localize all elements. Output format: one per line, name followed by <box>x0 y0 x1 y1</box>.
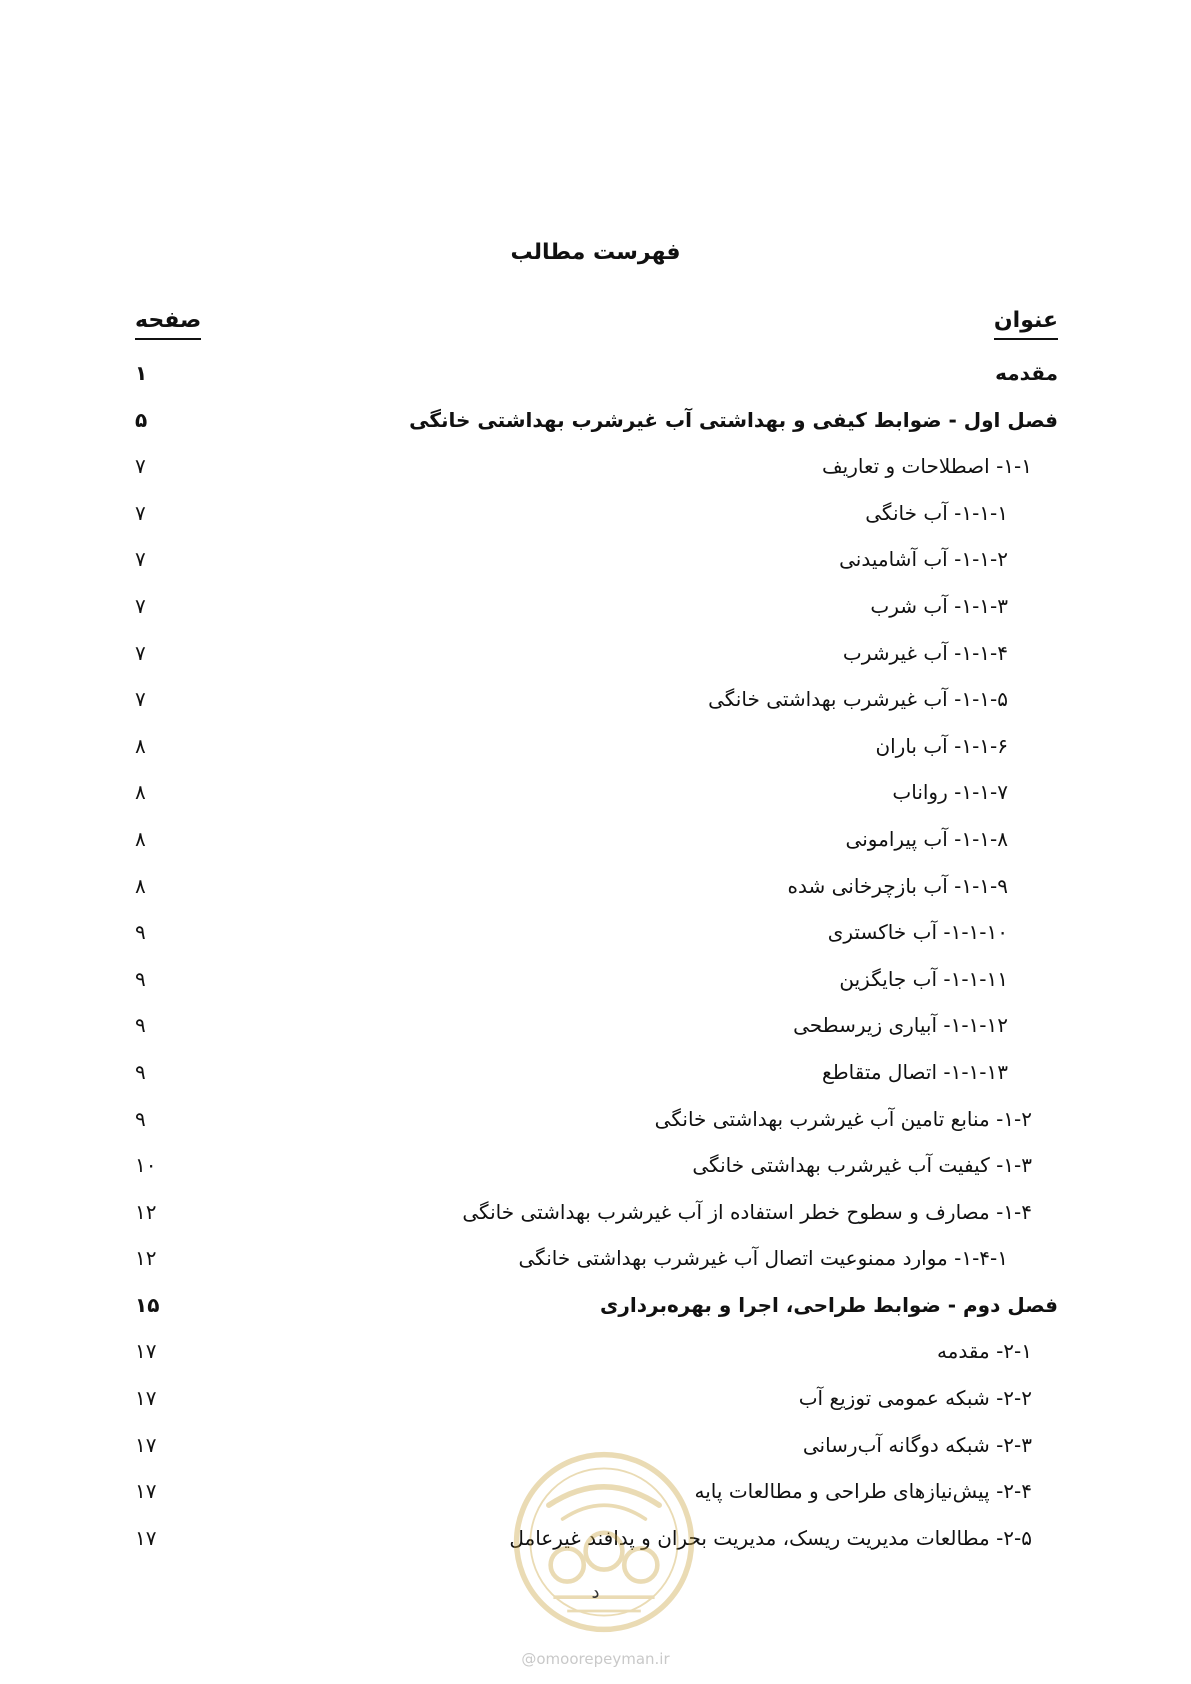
toc-entry-page: ۷ <box>135 547 146 572</box>
toc-entry-page: ۱۵ <box>135 1292 160 1317</box>
toc-entry-title: ۱-۱-۴- آب غیرشرب <box>842 640 1008 665</box>
toc-entry-page: ۱۷ <box>135 1432 157 1457</box>
toc-entry-title: ۲-۱- مقدمه <box>936 1339 1032 1364</box>
toc-row <box>0 818 1191 865</box>
toc-entry-title: ۲-۴- پیش‌نیازهای طراحی و مطالعات پایه <box>694 1479 1032 1504</box>
toc-entry-page: ۸ <box>135 826 146 851</box>
toc-entry-page: ۱۷ <box>135 1386 157 1411</box>
toc-row <box>0 399 1191 446</box>
toc-entry-title: مقدمه <box>995 361 1058 385</box>
toc-row <box>0 1237 1191 1284</box>
toc-entry-page: ۱۷ <box>135 1479 157 1504</box>
toc-row <box>0 678 1191 725</box>
toc-row <box>0 1051 1191 1098</box>
toc-entry-page: ۱۷ <box>135 1339 157 1364</box>
toc-row <box>0 585 1191 632</box>
toc-row <box>0 632 1191 679</box>
watermark-seal <box>512 1450 696 1634</box>
toc-entry-page: ۹ <box>135 966 146 991</box>
toc-entry-page: ۱۲ <box>135 1199 157 1224</box>
toc-entry-title: فصل اول - ضوابط کیفی و بهداشتی آب غیرشرب بهداشتی خانگی <box>409 407 1058 432</box>
toc-entry-page: ۵ <box>135 407 148 432</box>
toc-row <box>0 538 1191 585</box>
toc-entry-title: ۱-۱-۱۱- آب جایگزین <box>839 966 1008 991</box>
toc-entry-title: ۱-۱- اصطلاحات و تعاریف <box>821 454 1032 479</box>
toc-entry-page: ۱۷ <box>135 1525 157 1550</box>
toc-entry-page: ۱۰ <box>135 1153 157 1178</box>
toc-row <box>0 352 1191 399</box>
toc-row <box>0 958 1191 1005</box>
toc-row <box>0 492 1191 539</box>
table-of-contents <box>0 352 1191 1563</box>
toc-entry-title: ۱-۱-۱۲- آبیاری زیرسطحی <box>793 1013 1008 1038</box>
toc-entry-page: ۷ <box>135 500 146 525</box>
toc-entry-page: ۸ <box>135 733 146 758</box>
toc-entry-title: ۱-۱-۱۰- آب خاکستری <box>827 920 1008 945</box>
toc-entry-page: ۸ <box>135 873 146 898</box>
toc-entry-page: ۷ <box>135 687 146 712</box>
toc-row <box>0 1098 1191 1145</box>
toc-entry-title: ۱-۱-۱- آب خانگی <box>865 500 1008 525</box>
toc-entry-page: ۸ <box>135 780 146 805</box>
toc-entry-page: ۹ <box>135 1059 146 1084</box>
toc-entry-title: ۱-۱-۵- آب غیرشرب بهداشتی خانگی <box>708 687 1008 712</box>
column-header-page: صفحه <box>135 306 201 340</box>
toc-entry-title: ۲-۵- مطالعات مدیریت ریسک، مدیریت بحران و پدافند غیرعامل <box>509 1525 1032 1550</box>
toc-entry-page: ۷ <box>135 593 146 618</box>
toc-row <box>0 1284 1191 1331</box>
toc-entry-title: ۱-۴-۱- موارد ممنوعیت اتصال آب غیرشرب بهداشتی خانگی <box>518 1246 1008 1271</box>
toc-row <box>0 911 1191 958</box>
toc-row <box>0 771 1191 818</box>
toc-entry-title: ۱-۲- منابع تامین آب غیرشرب بهداشتی خانگی <box>654 1106 1032 1131</box>
toc-row <box>0 865 1191 912</box>
toc-row <box>0 1377 1191 1424</box>
toc-entry-title: ۱-۱-۶- آب باران <box>875 733 1008 758</box>
page-number: د <box>591 1582 600 1603</box>
toc-entry-page: ۱۲ <box>135 1246 157 1271</box>
toc-entry-title: ۱-۱-۷- رواناب <box>892 780 1008 805</box>
toc-entry-title: ۲-۳- شبکه دوگانه آب‌رسانی <box>802 1432 1032 1457</box>
toc-entry-title: ۲-۲- شبکه عمومی توزیع آب <box>798 1386 1032 1411</box>
toc-entry-page: ۹ <box>135 1013 146 1038</box>
toc-entry-page: ۹ <box>135 1106 146 1131</box>
toc-row <box>0 1144 1191 1191</box>
toc-entry-title: ۱-۱-۲- آب آشامیدنی <box>839 547 1008 572</box>
page-title: فهرست مطالب <box>510 240 681 265</box>
toc-row <box>0 1330 1191 1377</box>
toc-entry-page: ۷ <box>135 640 146 665</box>
toc-entry-page: ۱ <box>135 361 148 385</box>
toc-row <box>0 1004 1191 1051</box>
toc-entry-title: فصل دوم - ضوابط طراحی، اجرا و بهره‌برداری <box>600 1292 1058 1317</box>
toc-entry-title: ۱-۱-۳- آب شرب <box>870 593 1008 618</box>
column-header-title: عنوان <box>994 306 1058 340</box>
toc-entry-title: ۱-۱-۹- آب بازچرخانی شده <box>787 873 1008 898</box>
toc-entry-page: ۷ <box>135 454 146 479</box>
toc-entry-title: ۱-۱-۸- آب پیرامونی <box>845 826 1008 851</box>
toc-entry-title: ۱-۴- مصارف و سطوح خطر استفاده از آب غیرشرب بهداشتی خانگی <box>462 1199 1032 1224</box>
toc-row <box>0 725 1191 772</box>
toc-entry-title: ۱-۳- کیفیت آب غیرشرب بهداشتی خانگی <box>692 1153 1032 1178</box>
toc-row <box>0 1191 1191 1238</box>
watermark-url: @omoorepeyman.ir <box>521 1650 670 1668</box>
toc-entry-page: ۹ <box>135 920 146 945</box>
toc-entry-title: ۱-۱-۱۳- اتصال متقاطع <box>822 1059 1008 1084</box>
toc-row <box>0 445 1191 492</box>
